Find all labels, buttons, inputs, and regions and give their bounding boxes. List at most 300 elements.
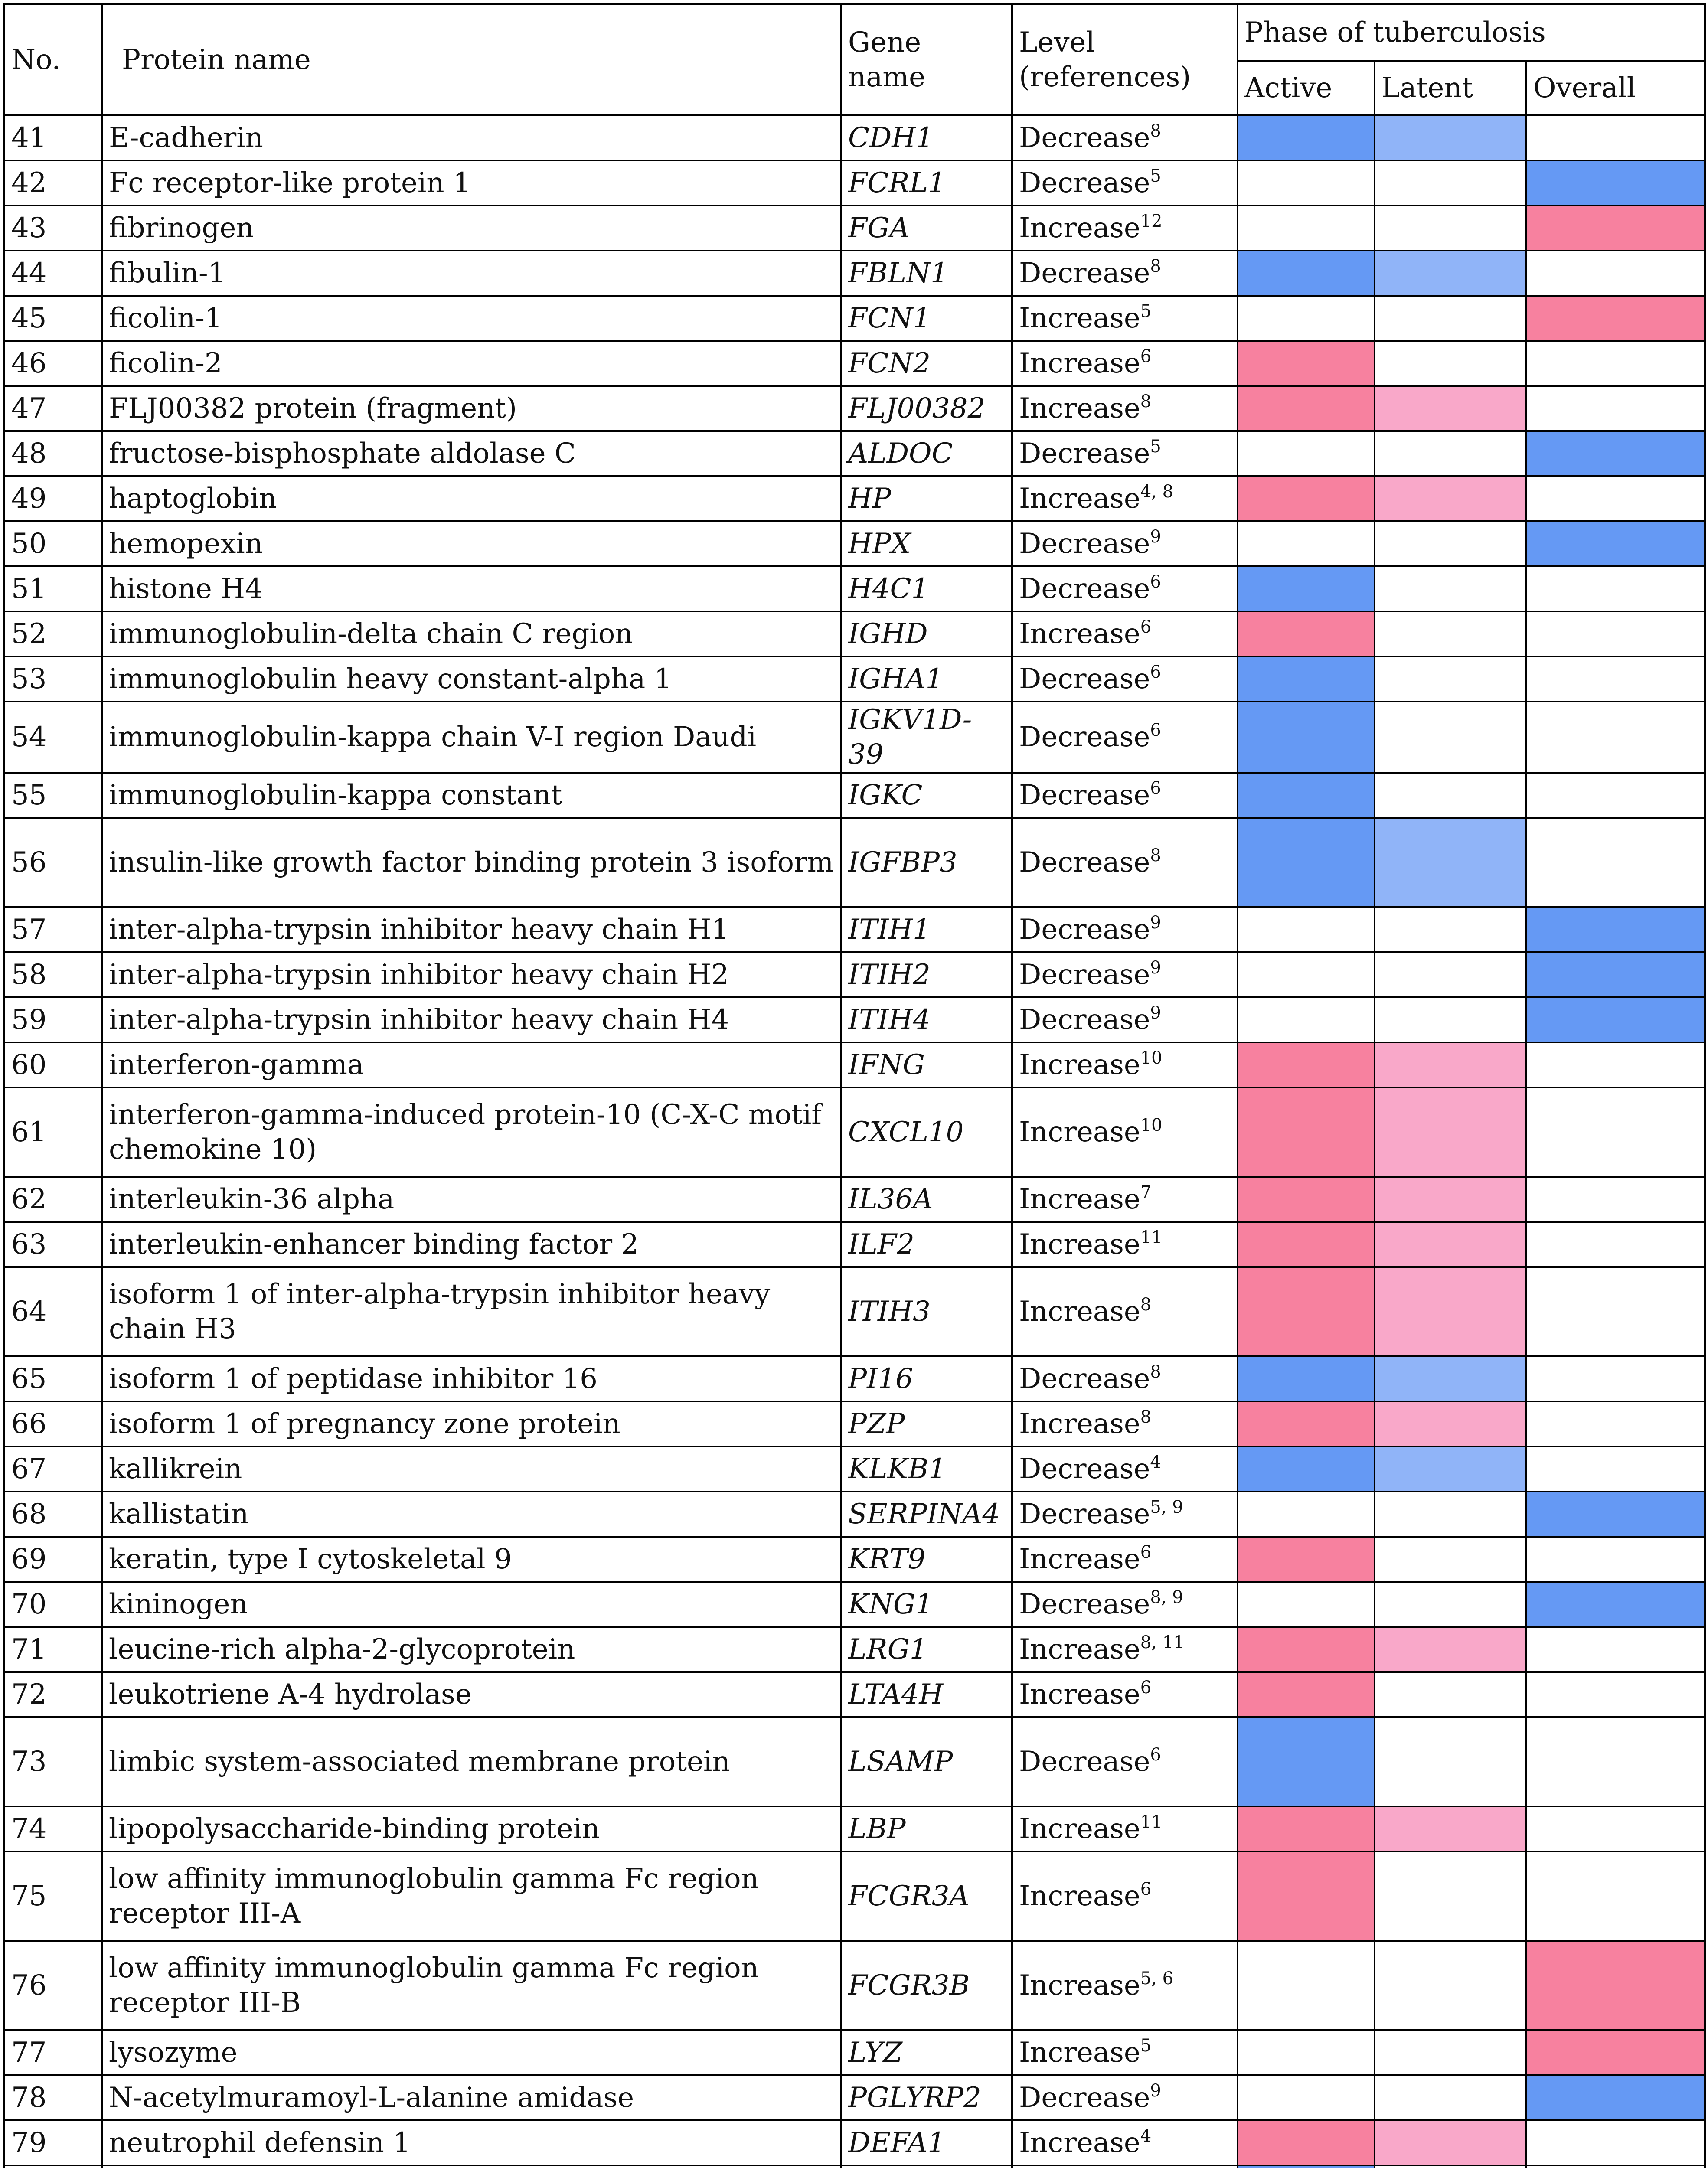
row-number: 49 bbox=[4, 476, 102, 521]
reference-superscript: 5 bbox=[1150, 437, 1161, 457]
table-row bbox=[4, 1851, 1705, 1941]
level-value: Increase bbox=[1019, 302, 1140, 334]
phase-latent-cell bbox=[1375, 160, 1526, 206]
protein-name-cell: isoform 1 of pregnancy zone protein bbox=[102, 1401, 841, 1446]
level-value: Increase bbox=[1019, 347, 1140, 379]
phase-latent-cell bbox=[1375, 1446, 1526, 1492]
row-number: 72 bbox=[4, 1672, 102, 1717]
row-number: 43 bbox=[4, 206, 102, 251]
level-value: Decrease bbox=[1019, 721, 1150, 753]
header-overall: Overall bbox=[1526, 61, 1705, 115]
table-row bbox=[4, 702, 1705, 773]
row-number: 54 bbox=[4, 702, 102, 773]
gene-name-cell: KNG1 bbox=[841, 1582, 1012, 1627]
phase-active-cell bbox=[1238, 656, 1375, 702]
protein-name-cell: neutrophil defensin 1 bbox=[102, 2120, 841, 2165]
protein-name-cell: leukotriene A-4 hydrolase bbox=[102, 1672, 841, 1717]
phase-latent-cell bbox=[1375, 997, 1526, 1042]
level-cell bbox=[1012, 521, 1238, 566]
protein-name-cell: leucine-rich alpha-2-glycoprotein bbox=[102, 1627, 841, 1672]
phase-active-cell bbox=[1238, 160, 1375, 206]
reference-superscript: 4, 8 bbox=[1140, 482, 1174, 502]
table-row bbox=[4, 160, 1705, 206]
phase-latent-cell bbox=[1375, 1267, 1526, 1356]
protein-name-cell: Fc receptor-like protein 1 bbox=[102, 160, 841, 206]
table-body bbox=[4, 115, 1705, 2168]
reference-superscript: 9 bbox=[1150, 1003, 1161, 1023]
protein-name-cell: fructose-bisphosphate aldolase C bbox=[102, 431, 841, 476]
level-value: Decrease bbox=[1019, 846, 1150, 878]
phase-overall-cell bbox=[1526, 611, 1705, 656]
reference-superscript: 8 bbox=[1150, 1362, 1161, 1382]
phase-latent-cell bbox=[1375, 773, 1526, 818]
level-value: Increase bbox=[1019, 1633, 1140, 1665]
level-value: Increase bbox=[1019, 2037, 1140, 2069]
table-row bbox=[4, 1222, 1705, 1267]
gene-name-cell: FCN1 bbox=[841, 296, 1012, 341]
reference-superscript: 5, 6 bbox=[1140, 1969, 1174, 1988]
gene-name-cell: SERPINA4 bbox=[841, 1492, 1012, 1537]
phase-latent-cell bbox=[1375, 1582, 1526, 1627]
protein-name-cell: inter-alpha-trypsin inhibitor heavy chain H1 bbox=[102, 907, 841, 952]
phase-latent-cell bbox=[1375, 476, 1526, 521]
protein-name-cell: insulin-like growth factor binding protein 3 isoform bbox=[102, 818, 841, 907]
table-row bbox=[4, 818, 1705, 907]
phase-overall-cell bbox=[1526, 1851, 1705, 1941]
row-number: 52 bbox=[4, 611, 102, 656]
level-cell bbox=[1012, 1446, 1238, 1492]
phase-latent-cell bbox=[1375, 1941, 1526, 2030]
level-cell bbox=[1012, 818, 1238, 907]
phase-latent-cell bbox=[1375, 2030, 1526, 2075]
level-cell bbox=[1012, 160, 1238, 206]
gene-name-cell: CXCL10 bbox=[841, 1087, 1012, 1177]
level-value: Decrease bbox=[1019, 914, 1150, 946]
gene-name-cell: IGKV1D-39 bbox=[841, 702, 1012, 773]
phase-latent-cell bbox=[1375, 1492, 1526, 1537]
phase-overall-cell bbox=[1526, 206, 1705, 251]
phase-active-cell bbox=[1238, 1492, 1375, 1537]
level-cell bbox=[1012, 1222, 1238, 1267]
level-cell bbox=[1012, 1806, 1238, 1851]
gene-name-cell: ITIH4 bbox=[841, 997, 1012, 1042]
phase-latent-cell bbox=[1375, 1222, 1526, 1267]
phase-overall-cell bbox=[1526, 1537, 1705, 1582]
phase-active-cell bbox=[1238, 611, 1375, 656]
phase-active-cell bbox=[1238, 1446, 1375, 1492]
reference-superscript: 5 bbox=[1150, 166, 1161, 186]
phase-overall-cell bbox=[1526, 1401, 1705, 1446]
table-row bbox=[4, 566, 1705, 611]
level-value: Decrease bbox=[1019, 1453, 1150, 1485]
table-row bbox=[4, 1537, 1705, 1582]
phase-active-cell bbox=[1238, 818, 1375, 907]
phase-latent-cell bbox=[1375, 2120, 1526, 2165]
phase-overall-cell bbox=[1526, 521, 1705, 566]
gene-name-cell: PI16 bbox=[841, 1356, 1012, 1401]
reference-superscript: 6 bbox=[1150, 778, 1161, 798]
row-number: 51 bbox=[4, 566, 102, 611]
level-cell bbox=[1012, 1941, 1238, 2030]
row-number: 62 bbox=[4, 1177, 102, 1222]
table-row bbox=[4, 521, 1705, 566]
row-number bbox=[4, 2165, 102, 2168]
header-level bbox=[1012, 4, 1238, 115]
protein-table bbox=[3, 3, 1706, 2168]
row-number: 63 bbox=[4, 1222, 102, 1267]
reference-superscript: 10 bbox=[1140, 1115, 1163, 1135]
phase-latent-cell bbox=[1375, 702, 1526, 773]
level-cell bbox=[1012, 431, 1238, 476]
row-number: 74 bbox=[4, 1806, 102, 1851]
phase-latent-cell bbox=[1375, 2075, 1526, 2120]
phase-active-cell bbox=[1238, 341, 1375, 386]
gene-name-cell: ITIH2 bbox=[841, 952, 1012, 997]
level-value: Increase bbox=[1019, 1880, 1140, 1912]
level-value: Decrease bbox=[1019, 528, 1150, 560]
phase-active-cell bbox=[1238, 521, 1375, 566]
reference-superscript: 6 bbox=[1140, 1678, 1152, 1698]
level-value: Decrease bbox=[1019, 1498, 1150, 1530]
gene-name-cell: KLKB1 bbox=[841, 1446, 1012, 1492]
phase-latent-cell bbox=[1375, 431, 1526, 476]
phase-latent-cell bbox=[1375, 341, 1526, 386]
gene-name-cell: ITIH3 bbox=[841, 1267, 1012, 1356]
reference-superscript: 8, 11 bbox=[1140, 1633, 1185, 1652]
header-level-line1: Level bbox=[1019, 26, 1095, 59]
gene-name-cell: IGKC bbox=[841, 773, 1012, 818]
gene-name-cell: LTA4H bbox=[841, 1672, 1012, 1717]
reference-superscript: 8 bbox=[1150, 846, 1161, 865]
phase-active-cell bbox=[1238, 386, 1375, 431]
phase-overall-cell bbox=[1526, 476, 1705, 521]
row-number: 75 bbox=[4, 1851, 102, 1941]
gene-name-cell: IL36A bbox=[841, 1177, 1012, 1222]
reference-superscript: 8, 9 bbox=[1150, 1587, 1183, 1607]
reference-superscript: 8 bbox=[1150, 256, 1161, 276]
level-value: Decrease bbox=[1019, 1363, 1150, 1395]
phase-active-cell bbox=[1238, 431, 1375, 476]
level-cell bbox=[1012, 206, 1238, 251]
protein-name-cell: E-cadherin bbox=[102, 115, 841, 160]
phase-active-cell bbox=[1238, 251, 1375, 296]
phase-active-cell bbox=[1238, 997, 1375, 1042]
level-cell bbox=[1012, 1717, 1238, 1806]
table-row bbox=[4, 656, 1705, 702]
phase-overall-cell bbox=[1526, 2030, 1705, 2075]
phase-overall-cell bbox=[1526, 341, 1705, 386]
protein-name-cell: isoform 1 of peptidase inhibitor 16 bbox=[102, 1356, 841, 1401]
table-row bbox=[4, 386, 1705, 431]
table-row bbox=[4, 773, 1705, 818]
level-value: Decrease bbox=[1019, 1588, 1150, 1620]
phase-overall-cell bbox=[1526, 160, 1705, 206]
phase-overall-cell bbox=[1526, 566, 1705, 611]
gene-name-cell: ALDOC bbox=[841, 431, 1012, 476]
reference-superscript: 8 bbox=[1140, 1407, 1152, 1427]
level-value: Decrease bbox=[1019, 779, 1150, 811]
phase-overall-cell bbox=[1526, 702, 1705, 773]
phase-overall-cell bbox=[1526, 2165, 1705, 2168]
gene-name-cell: DEFA1 bbox=[841, 2120, 1012, 2165]
gene-name-cell: FBLN1 bbox=[841, 251, 1012, 296]
protein-name-cell: isoform 1 of inter-alpha-trypsin inhibitor heavy chain H3 bbox=[102, 1267, 841, 1356]
header-row-1 bbox=[4, 4, 1705, 61]
level-cell bbox=[1012, 476, 1238, 521]
level-cell bbox=[1012, 2165, 1238, 2168]
level-value: Decrease bbox=[1019, 959, 1150, 991]
row-number: 77 bbox=[4, 2030, 102, 2075]
reference-superscript: 6 bbox=[1140, 346, 1152, 366]
table-row bbox=[4, 2030, 1705, 2075]
level-cell bbox=[1012, 115, 1238, 160]
reference-superscript: 9 bbox=[1150, 527, 1161, 547]
phase-latent-cell bbox=[1375, 1806, 1526, 1851]
phase-overall-cell bbox=[1526, 2075, 1705, 2120]
phase-latent-cell bbox=[1375, 521, 1526, 566]
level-value: Increase bbox=[1019, 2127, 1140, 2159]
reference-superscript: 11 bbox=[1140, 1812, 1163, 1832]
reference-superscript: 4 bbox=[1140, 2126, 1152, 2146]
reference-superscript: 8 bbox=[1140, 392, 1152, 411]
phase-active-cell bbox=[1238, 1717, 1375, 1806]
phase-overall-cell bbox=[1526, 1717, 1705, 1806]
reference-superscript: 4 bbox=[1150, 1452, 1161, 1472]
reference-superscript: 8 bbox=[1140, 1295, 1152, 1315]
phase-active-cell bbox=[1238, 1267, 1375, 1356]
phase-active-cell bbox=[1238, 1806, 1375, 1851]
row-number: 57 bbox=[4, 907, 102, 952]
row-number: 68 bbox=[4, 1492, 102, 1537]
protein-name-cell: inter-alpha-trypsin inhibitor heavy chain H2 bbox=[102, 952, 841, 997]
reference-superscript: 6 bbox=[1150, 1745, 1161, 1765]
phase-active-cell bbox=[1238, 1582, 1375, 1627]
table-row bbox=[4, 611, 1705, 656]
header-gene-name: Gene name bbox=[841, 4, 1012, 115]
phase-latent-cell bbox=[1375, 1717, 1526, 1806]
level-value: Decrease bbox=[1019, 122, 1150, 154]
phase-active-cell bbox=[1238, 1627, 1375, 1672]
reference-superscript: 9 bbox=[1150, 958, 1161, 978]
gene-name-cell: IFNG bbox=[841, 1042, 1012, 1087]
level-value: Decrease bbox=[1019, 167, 1150, 199]
table-row bbox=[4, 997, 1705, 1042]
row-number: 56 bbox=[4, 818, 102, 907]
phase-overall-cell bbox=[1526, 1446, 1705, 1492]
level-cell bbox=[1012, 702, 1238, 773]
protein-name-cell: N-acetylmuramoyl-L-alanine amidase bbox=[102, 2075, 841, 2120]
gene-name-cell bbox=[841, 2165, 1012, 2168]
protein-name-cell: immunoglobulin-kappa constant bbox=[102, 773, 841, 818]
protein-name-cell: inter-alpha-trypsin inhibitor heavy chain H4 bbox=[102, 997, 841, 1042]
gene-name-cell: IGHA1 bbox=[841, 656, 1012, 702]
phase-latent-cell bbox=[1375, 1537, 1526, 1582]
gene-name-cell: FCN2 bbox=[841, 341, 1012, 386]
level-value: Increase bbox=[1019, 1678, 1140, 1711]
table-row bbox=[4, 2120, 1705, 2165]
table-row bbox=[4, 1492, 1705, 1537]
phase-overall-cell bbox=[1526, 1582, 1705, 1627]
level-value: Increase bbox=[1019, 1813, 1140, 1845]
table-row bbox=[4, 1717, 1705, 1806]
gene-name-cell: LBP bbox=[841, 1806, 1012, 1851]
gene-name-cell: HPX bbox=[841, 521, 1012, 566]
level-cell bbox=[1012, 611, 1238, 656]
table-row bbox=[4, 476, 1705, 521]
gene-name-cell: FCGR3B bbox=[841, 1941, 1012, 2030]
phase-active-cell bbox=[1238, 1672, 1375, 1717]
phase-active-cell bbox=[1238, 1356, 1375, 1401]
phase-latent-cell bbox=[1375, 1042, 1526, 1087]
protein-name-cell: hemopexin bbox=[102, 521, 841, 566]
gene-name-cell: IGFBP3 bbox=[841, 818, 1012, 907]
reference-superscript: 5 bbox=[1140, 301, 1152, 321]
reference-superscript: 6 bbox=[1140, 1879, 1152, 1899]
row-number: 64 bbox=[4, 1267, 102, 1356]
phase-overall-cell bbox=[1526, 818, 1705, 907]
row-number: 73 bbox=[4, 1717, 102, 1806]
phase-overall-cell bbox=[1526, 1672, 1705, 1717]
phase-overall-cell bbox=[1526, 1177, 1705, 1222]
table-row bbox=[4, 2165, 1705, 2168]
phase-latent-cell bbox=[1375, 611, 1526, 656]
protein-name-cell: low affinity immunoglobulin gamma Fc region receptor III-B bbox=[102, 1941, 841, 2030]
row-number: 44 bbox=[4, 251, 102, 296]
protein-name-cell: lysozyme bbox=[102, 2030, 841, 2075]
phase-overall-cell bbox=[1526, 1356, 1705, 1401]
phase-active-cell bbox=[1238, 1537, 1375, 1582]
protein-name-cell: interferon-gamma-induced protein-10 (C-X-C motif chemokine 10) bbox=[102, 1087, 841, 1177]
level-value: Decrease bbox=[1019, 573, 1150, 605]
row-number: 61 bbox=[4, 1087, 102, 1177]
row-number: 65 bbox=[4, 1356, 102, 1401]
phase-active-cell bbox=[1238, 2030, 1375, 2075]
phase-overall-cell bbox=[1526, 907, 1705, 952]
gene-name-cell: FGA bbox=[841, 206, 1012, 251]
phase-active-cell bbox=[1238, 1222, 1375, 1267]
row-number: 45 bbox=[4, 296, 102, 341]
level-cell bbox=[1012, 2120, 1238, 2165]
phase-active-cell bbox=[1238, 2165, 1375, 2168]
table-row bbox=[4, 431, 1705, 476]
phase-overall-cell bbox=[1526, 386, 1705, 431]
level-value: Increase bbox=[1019, 1543, 1140, 1575]
level-cell bbox=[1012, 1627, 1238, 1672]
table-row bbox=[4, 1401, 1705, 1446]
level-cell bbox=[1012, 1177, 1238, 1222]
level-cell bbox=[1012, 1356, 1238, 1401]
level-cell bbox=[1012, 341, 1238, 386]
phase-active-cell bbox=[1238, 296, 1375, 341]
table-row bbox=[4, 251, 1705, 296]
phase-active-cell bbox=[1238, 1941, 1375, 2030]
level-value: Increase bbox=[1019, 1969, 1140, 2001]
gene-name-cell: PGLYRP2 bbox=[841, 2075, 1012, 2120]
table-row bbox=[4, 1672, 1705, 1717]
header-level-line2: (references) bbox=[1019, 61, 1191, 93]
protein-name-cell: haptoglobin bbox=[102, 476, 841, 521]
phase-latent-cell bbox=[1375, 952, 1526, 997]
row-number: 41 bbox=[4, 115, 102, 160]
level-cell bbox=[1012, 386, 1238, 431]
phase-active-cell bbox=[1238, 773, 1375, 818]
phase-latent-cell bbox=[1375, 1177, 1526, 1222]
row-number: 59 bbox=[4, 997, 102, 1042]
reference-superscript: 11 bbox=[1140, 1228, 1163, 1247]
phase-latent-cell bbox=[1375, 251, 1526, 296]
reference-superscript: 6 bbox=[1150, 662, 1161, 682]
table-row bbox=[4, 907, 1705, 952]
phase-latent-cell bbox=[1375, 206, 1526, 251]
phase-latent-cell bbox=[1375, 1087, 1526, 1177]
phase-overall-cell bbox=[1526, 1941, 1705, 2030]
phase-latent-cell bbox=[1375, 1356, 1526, 1401]
level-value: Decrease bbox=[1019, 2082, 1150, 2114]
reference-superscript: 6 bbox=[1140, 1542, 1152, 1562]
phase-latent-cell bbox=[1375, 1851, 1526, 1941]
row-number: 60 bbox=[4, 1042, 102, 1087]
phase-overall-cell bbox=[1526, 656, 1705, 702]
row-number: 50 bbox=[4, 521, 102, 566]
phase-active-cell bbox=[1238, 907, 1375, 952]
reference-superscript: 7 bbox=[1140, 1182, 1152, 1202]
phase-active-cell bbox=[1238, 1851, 1375, 1941]
protein-name-cell: ficolin-2 bbox=[102, 341, 841, 386]
phase-active-cell bbox=[1238, 1042, 1375, 1087]
level-value: Increase bbox=[1019, 483, 1140, 515]
phase-overall-cell bbox=[1526, 1492, 1705, 1537]
gene-name-cell: LSAMP bbox=[841, 1717, 1012, 1806]
level-cell bbox=[1012, 1582, 1238, 1627]
phase-overall-cell bbox=[1526, 1267, 1705, 1356]
table-row bbox=[4, 1267, 1705, 1356]
reference-superscript: 9 bbox=[1150, 913, 1161, 933]
table-row bbox=[4, 1042, 1705, 1087]
level-cell bbox=[1012, 1042, 1238, 1087]
level-cell bbox=[1012, 1492, 1238, 1537]
gene-name-cell: FCRL1 bbox=[841, 160, 1012, 206]
phase-active-cell bbox=[1238, 1401, 1375, 1446]
level-value: Increase bbox=[1019, 1228, 1140, 1260]
phase-latent-cell bbox=[1375, 115, 1526, 160]
table-row bbox=[4, 1356, 1705, 1401]
table-row bbox=[4, 1582, 1705, 1627]
row-number: 48 bbox=[4, 431, 102, 476]
phase-overall-cell bbox=[1526, 251, 1705, 296]
level-cell bbox=[1012, 1537, 1238, 1582]
phase-latent-cell bbox=[1375, 1672, 1526, 1717]
row-number: 70 bbox=[4, 1582, 102, 1627]
phase-active-cell bbox=[1238, 566, 1375, 611]
table-row bbox=[4, 206, 1705, 251]
gene-name-cell: LRG1 bbox=[841, 1627, 1012, 1672]
level-value: Decrease bbox=[1019, 663, 1150, 695]
reference-superscript: 6 bbox=[1140, 617, 1152, 637]
level-value: Decrease bbox=[1019, 257, 1150, 289]
phase-overall-cell bbox=[1526, 1222, 1705, 1267]
level-cell bbox=[1012, 2030, 1238, 2075]
row-number: 42 bbox=[4, 160, 102, 206]
level-cell bbox=[1012, 566, 1238, 611]
protein-name-cell: kallistatin bbox=[102, 1492, 841, 1537]
level-value: Increase bbox=[1019, 618, 1140, 650]
level-cell bbox=[1012, 296, 1238, 341]
level-cell bbox=[1012, 2075, 1238, 2120]
table-row bbox=[4, 1087, 1705, 1177]
table-row bbox=[4, 1806, 1705, 1851]
gene-name-cell: FCGR3A bbox=[841, 1851, 1012, 1941]
protein-name-cell: ficolin-1 bbox=[102, 296, 841, 341]
